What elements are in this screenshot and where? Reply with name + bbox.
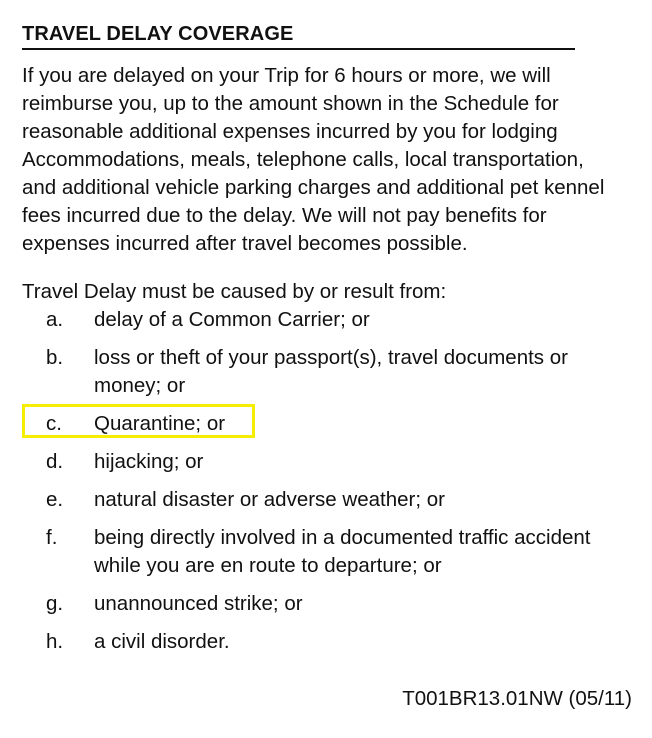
list-item-text: natural disaster or adverse weather; or — [94, 488, 445, 511]
list-marker: c. — [46, 412, 62, 435]
list-item-e — [22, 486, 622, 514]
list-marker: e. — [46, 488, 64, 511]
list-item-text: unannounced strike; or — [94, 592, 303, 615]
document — [22, 20, 632, 656]
list-marker: g. — [46, 592, 64, 615]
list-item-text: being directly involved in a documented traffic accident while you are en route to departure; or — [94, 526, 591, 577]
causes-list — [22, 306, 622, 656]
list-marker: b. — [46, 346, 64, 369]
list-item-text: hijacking; or — [94, 450, 204, 473]
list-item-text: Quarantine; or — [94, 412, 226, 435]
list-item-g — [22, 590, 622, 618]
list-marker: h. — [46, 630, 64, 653]
list-marker: a. — [46, 308, 64, 331]
list-item-text: loss or theft of your passport(s), travel documents or money; or — [94, 346, 568, 397]
list-item-h — [22, 628, 622, 656]
list-item-c — [22, 410, 622, 438]
list-item-text: a civil disorder. — [94, 630, 230, 653]
list-item-text: delay of a Common Carrier; or — [94, 308, 370, 331]
form-code: T001BR13.01NW (05/11) — [402, 687, 632, 710]
coverage-paragraph: If you are delayed on your Trip for 6 hours or more, we will reimburse you, up to the amount shown in the Schedule for reasonable additional expenses incurred by you for lodging Accommodations, meals, telephone calls, local transportation, and additional vehicle parking charges and additional pet kennel fees incurred due to the delay. We will not pay benefits for expenses incurred after travel becomes possible. — [22, 64, 605, 255]
list-item-b — [22, 344, 622, 400]
causes-intro: Travel Delay must be caused by or result from: — [22, 280, 447, 303]
list-item-f — [22, 524, 622, 580]
list-marker: f. — [46, 526, 58, 549]
list-item-d — [22, 448, 622, 476]
list-item-a — [22, 306, 622, 334]
section-title: TRAVEL DELAY COVERAGE — [22, 20, 575, 50]
list-marker: d. — [46, 450, 64, 473]
